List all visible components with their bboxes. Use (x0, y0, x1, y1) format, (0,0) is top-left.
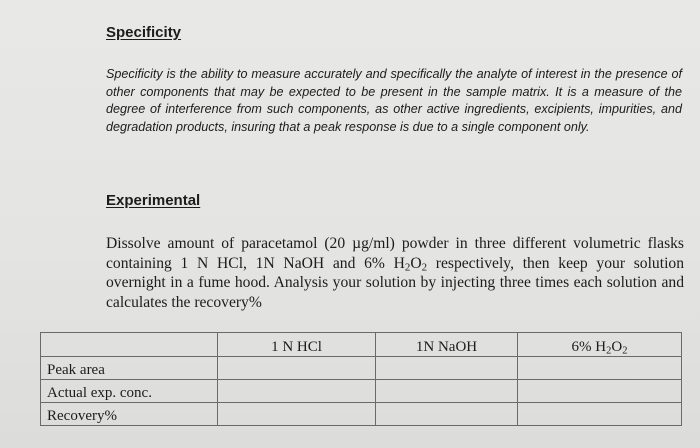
table-cell[interactable] (218, 403, 376, 426)
row-label: Peak area (41, 357, 218, 380)
table-cell[interactable] (518, 403, 682, 426)
row-label: Actual exp. conc. (41, 380, 218, 403)
table-cell[interactable] (518, 380, 682, 403)
table-cell[interactable] (518, 357, 682, 380)
experimental-paragraph (106, 234, 684, 312)
experimental-text-part1: Dissolve amount of paracetamol (20 µg/ml) powder in three different volumetric flasks containing 1 N HCl, 1N NaOH and 6% H (106, 235, 684, 272)
oxygen-letter: O (611, 339, 623, 355)
experimental-heading: Experimental (106, 192, 201, 209)
table-cell[interactable] (376, 357, 518, 380)
table-cell[interactable] (376, 380, 518, 403)
specificity-heading: Specificity (106, 24, 182, 41)
results-table (40, 332, 682, 426)
table-cell[interactable] (376, 403, 518, 426)
specificity-paragraph: Specificity is the ability to measure accurately and specifically the analyte of interest in the presence of other components that may be expected to be present in the sample matrix. It is a measure of the degree of interference from such components, as other active ingredients, excipients, impurities, and degradation products, insuring that a peak response is due to a single component only. (106, 67, 682, 134)
table-cell[interactable] (218, 380, 376, 403)
subscript-2: 2 (421, 261, 428, 274)
oxygen-letter: O (410, 254, 422, 272)
header-cell-naoh: 1N NaOH (376, 333, 518, 357)
subscript-2: 2 (606, 345, 612, 357)
experimental-text-part2: respectively, then keep your solution overnight in a fume hood. Analysis your solution by injecting three times each solution and calculates the recovery% (106, 254, 684, 311)
subscript-2: 2 (622, 345, 628, 357)
row-label: Recovery% (41, 403, 218, 426)
header-cell-hcl: 1 N HCl (218, 333, 376, 357)
subscript-2: 2 (404, 261, 411, 274)
table-cell[interactable] (218, 357, 376, 380)
h2o2-prefix: 6% H (571, 339, 607, 355)
header-cell-h2o2 (518, 333, 682, 357)
table-row (41, 403, 682, 426)
table-row (41, 380, 682, 403)
header-cell-empty (41, 333, 218, 357)
table-header-row (41, 333, 682, 357)
table-row (41, 357, 682, 380)
